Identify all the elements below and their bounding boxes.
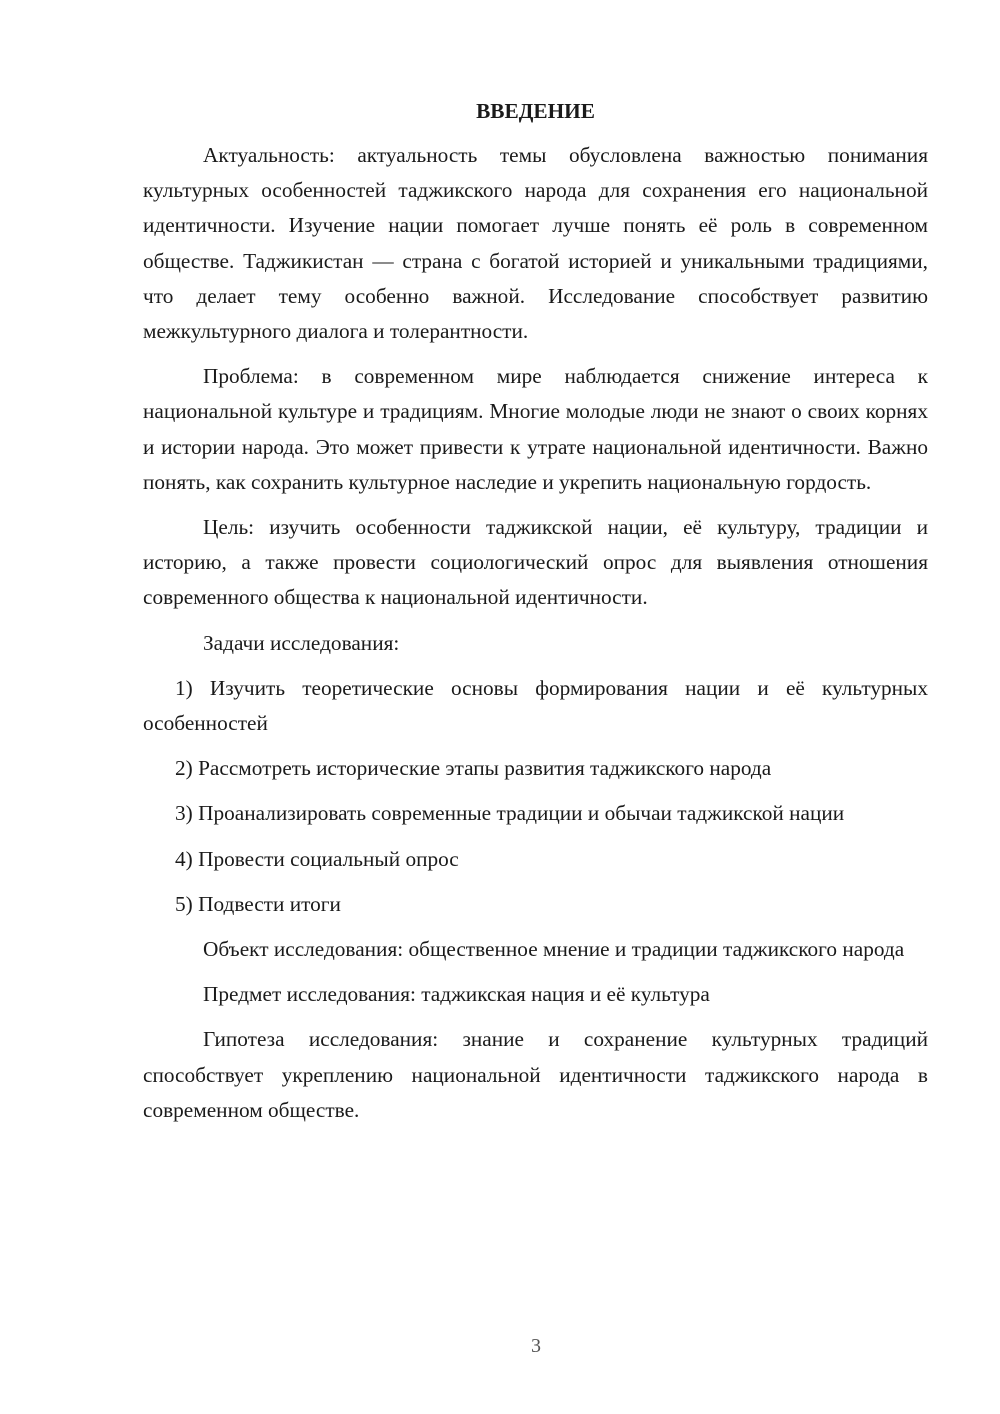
hypothesis-paragraph: Гипотеза исследования: знание и сохранение культурных традиций способствует укреплению национальной идентичности таджикского народа в современном обществе.: [143, 1027, 928, 1122]
page-number: 3: [531, 1335, 541, 1357]
tasks-heading: Задачи исследования:: [203, 630, 400, 655]
goal-paragraph: Цель: изучить особенности таджикской нации, её культуру, традиции и историю, а также провести социологический опрос для выявления отношения современного общества к национальной идентичности.: [143, 515, 928, 610]
task-item: 1) Изучить теоретические основы формирования нации и её культурных особенностей: [143, 675, 928, 736]
object-paragraph: Объект исследования: общественное мнение и традиции таджикского народа: [203, 937, 905, 962]
task-item: 5) Подвести итоги: [175, 891, 341, 916]
relevance-paragraph: Актуальность: актуальность темы обусловлена важностью понимания культурных особенностей таджикского народа для сохранения его национальной идентичности. Изучение нации помогает лучше понять её роль в современном обществе. Таджикистан — страна с богатой историей и уникальными традициями, что делает тему особенно важной. Исследование способствует развитию межкультурного диалога и толерантности.: [143, 143, 928, 344]
document-page: [143, 96, 928, 1138]
section-title: ВВЕДЕНИЕ: [476, 99, 595, 123]
task-item: 4) Провести социальный опрос: [175, 846, 459, 871]
task-item: 2) Рассмотреть исторические этапы развития таджикского народа: [175, 756, 772, 781]
problem-paragraph: Проблема: в современном мире наблюдается снижение интереса к национальной культуре и традициям. Многие молодые люди не знают о своих корнях и истории народа. Это может привести к утрате национальной идентичности. Важно понять, как сохранить культурное наследие и укрепить национальную гордость.: [143, 364, 928, 494]
task-item: 3) Проанализировать современные традиции и обычаи таджикской нации: [175, 801, 845, 826]
subject-paragraph: Предмет исследования: таджикская нация и её культура: [203, 982, 710, 1007]
